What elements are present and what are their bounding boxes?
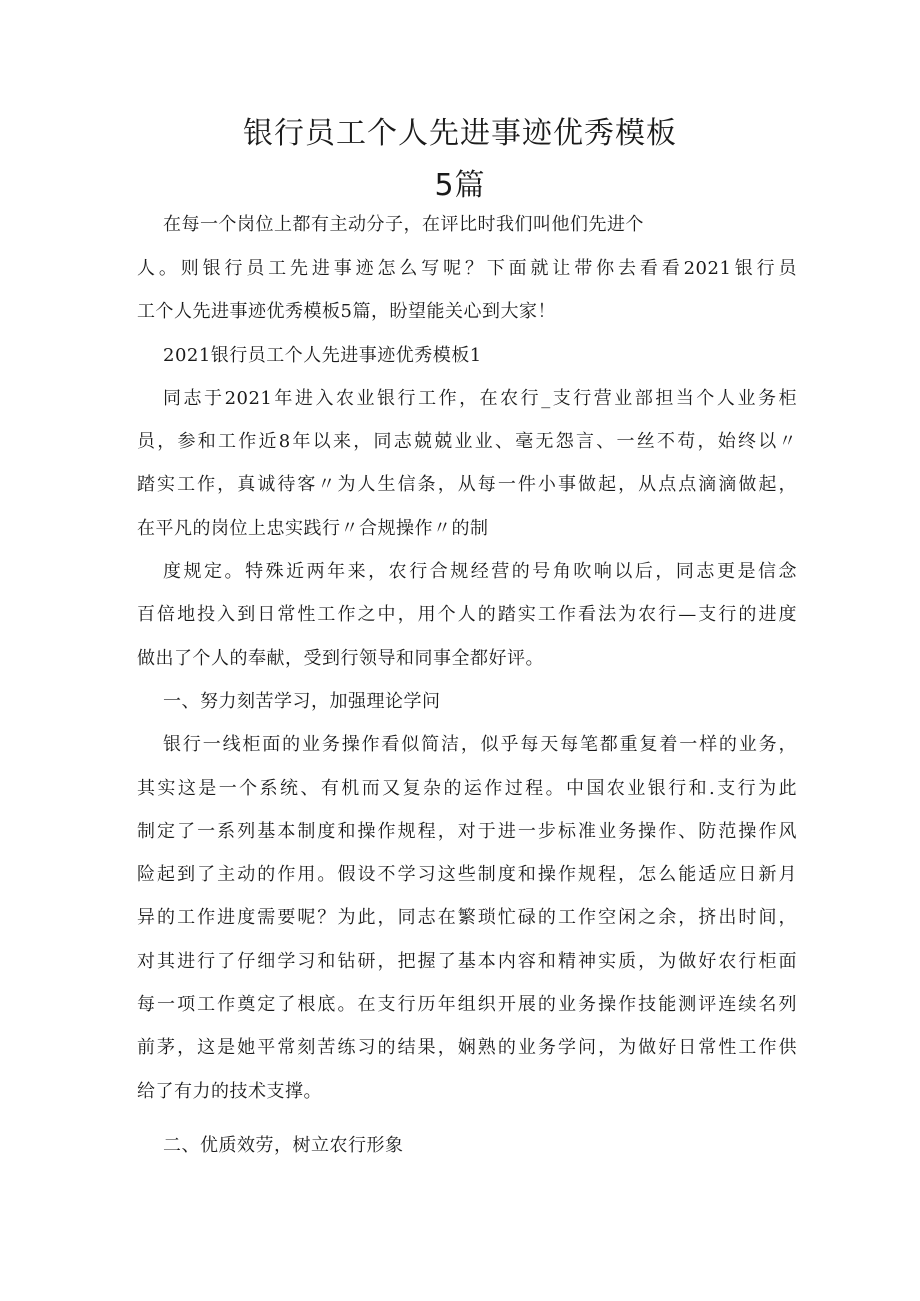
paragraph-line: 前茅，这是她平常刻苦练习的结果，娴熟的业务学问，为做好日常性工作供: [137, 1037, 797, 1058]
paragraph-line: 员，参和工作近8年以来，同志兢兢业业、毫无怨言、一丝不苟，始终以〃: [137, 431, 797, 452]
paragraph-line: 银行一线柜面的业务操作看似简洁，似乎每天每笔都重复着一样的业务，: [163, 734, 797, 755]
document-title: 银行员工个人先进事迹优秀模板: [243, 116, 677, 151]
paragraph-line: 制定了一系列基本制度和操作规程，对于进一步标准业务操作、防范操作风: [137, 821, 797, 842]
paragraph-line: 人。则银行员工先进事迹怎么写呢？下面就让带你去看看2021银行员: [137, 258, 797, 279]
paragraph-line: 给了有力的技术支撑。: [137, 1081, 322, 1102]
paragraph-line: 在每一个岗位上都有主动分子，在评比时我们叫他们先进个: [163, 214, 644, 235]
section-heading: 一、努力刻苦学习，加强理论学问: [163, 691, 441, 712]
document-title-count: 5篇: [434, 168, 486, 203]
paragraph-line: 工个人先进事迹优秀模板5篇，盼望能关心到大家！: [137, 301, 556, 322]
paragraph-line: 每一项工作奠定了根底。在支行历年组织开展的业务操作技能测评连续名列: [137, 994, 797, 1015]
paragraph-line: 险起到了主动的作用。假设不学习这些制度和操作规程，怎么能适应日新月: [137, 864, 797, 885]
paragraph-line: 在平凡的岗位上忠实践行〃合规操作〃的制: [137, 518, 489, 539]
paragraph-line: 百倍地投入到日常性工作之中，用个人的踏实工作看法为农行—支行的进度: [137, 604, 797, 625]
paragraph-line: 对其进行了仔细学习和钻研，把握了基本内容和精神实质，为做好农行柜面: [137, 951, 797, 972]
paragraph-line: 同志于2021年进入农业银行工作，在农行_支行营业部担当个人业务柜: [163, 388, 797, 409]
paragraph-line: 异的工作进度需要呢？为此，同志在繁琐忙碌的工作空闲之余，挤出时间，: [137, 907, 797, 928]
section-heading: 二、优质效劳，树立农行形象: [163, 1135, 404, 1156]
section-heading: 2021银行员工个人先进事迹优秀模板1: [163, 345, 482, 366]
paragraph-line: 踏实工作，真诚待客〃为人生信条，从每一件小事做起，从点点滴滴做起，: [137, 474, 797, 495]
paragraph-line: 做出了个人的奉献，受到行领导和同事全都好评。: [137, 648, 544, 669]
paragraph-line: 度规定。特殊近两年来，农行合规经营的号角吹响以后，同志更是信念: [163, 561, 797, 582]
paragraph-line: 其实这是一个系统、有机而又复杂的运作过程。中国农业银行和.支行为此: [137, 778, 797, 799]
